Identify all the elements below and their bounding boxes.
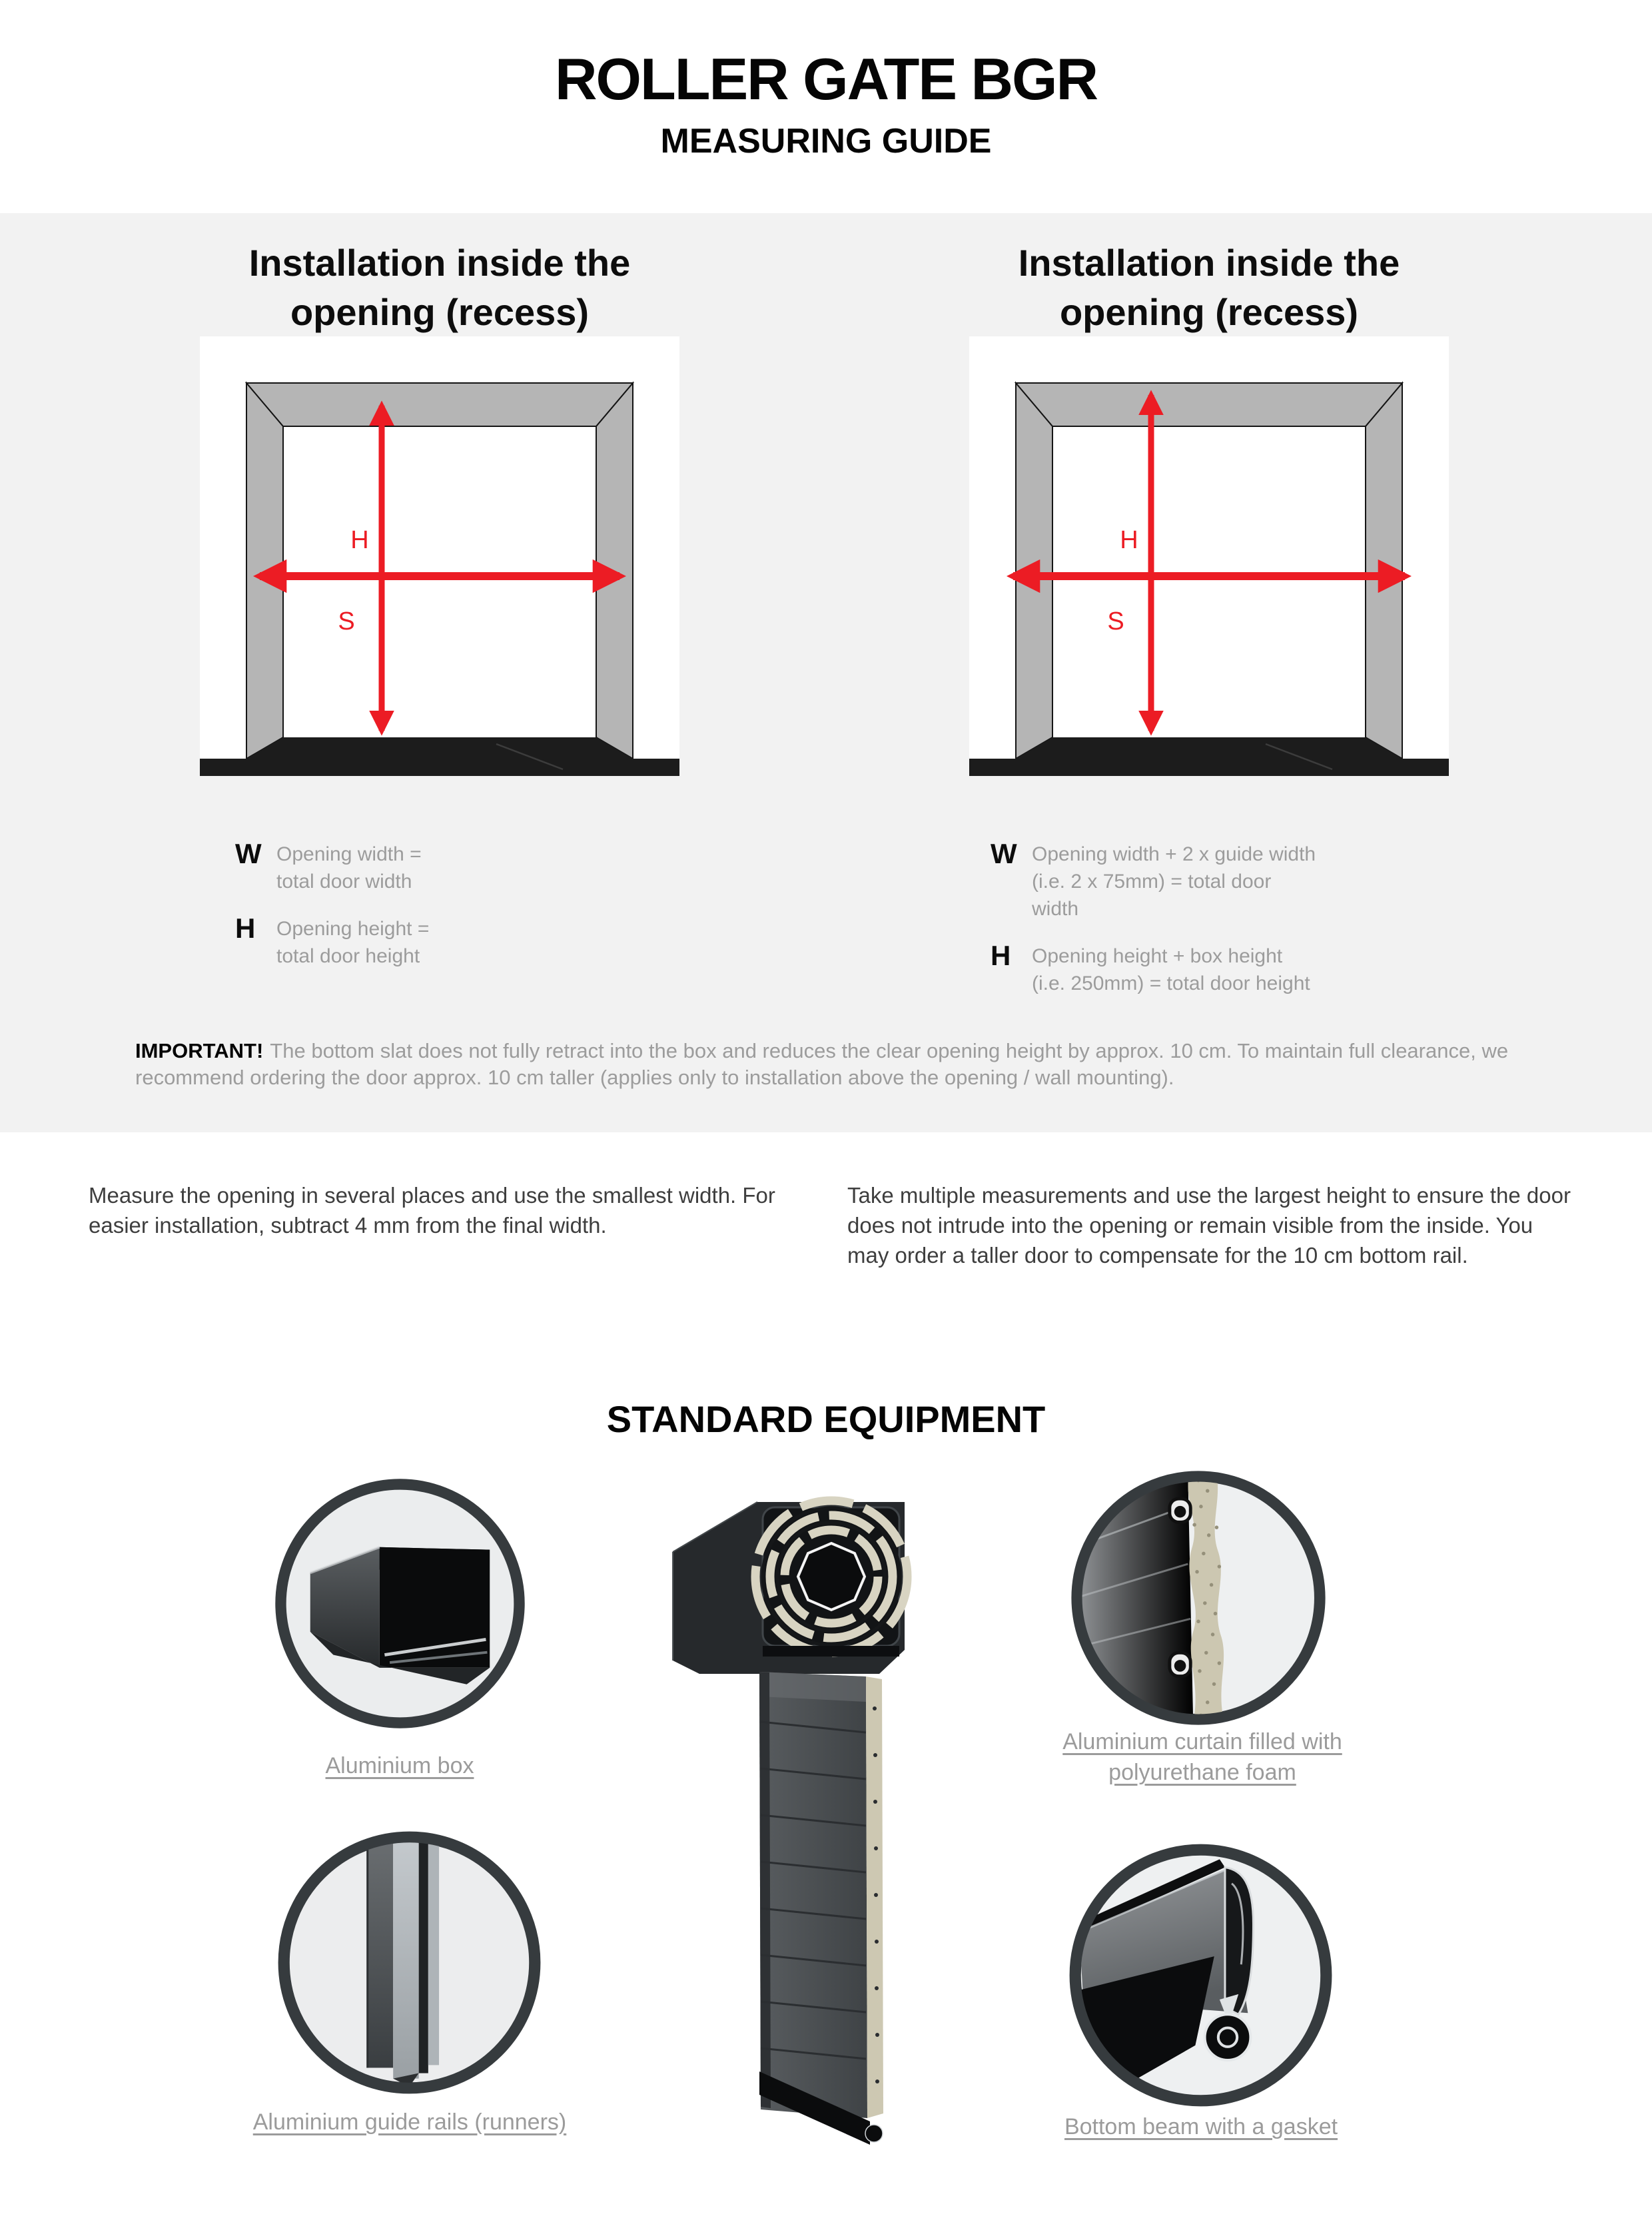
- important-text: The bottom slat does not fully retract into the box and reduces the clear opening height by approx. 10 cm. To maintain full clearance, we recommend ordering the door approx. 10 cm taller (applies only to installation above the opening / wall mounting).: [135, 1039, 1509, 1089]
- note-height-measuring: Take multiple measurements and use the largest height to ensure the door does not intrude into the opening or remain visible from the inside. You may order a taller door to compensate for the 10 cm bottom rail.: [847, 1183, 1571, 1268]
- aluminium-box-icon: [272, 1475, 528, 1732]
- legend-symbol-w: W: [991, 838, 1017, 869]
- width-label: S: [1107, 607, 1124, 635]
- aluminium-box-image: [272, 1475, 528, 1732]
- legend-text-height: Opening height + box height (i.e. 250mm) = total door height: [1032, 945, 1310, 994]
- page-subtitle: MEASURING GUIDE: [660, 122, 992, 161]
- octagonal-shaft: [798, 1543, 865, 1610]
- door-frame-header: [246, 383, 633, 426]
- door-opening-drawing: [969, 336, 1449, 776]
- caption-aluminium-curtain: Aluminium curtain filled with polyurethane foam: [1062, 1729, 1342, 1785]
- legend-text-width: Opening width + 2 x guide width (i.e. 2 x 75mm) = total door width: [1032, 843, 1316, 920]
- important-note: [135, 1038, 1527, 1091]
- important-label: IMPORTANT!: [135, 1039, 264, 1062]
- aluminium-curtain-image: [1068, 1467, 1329, 1728]
- opening-diagram-right: [969, 336, 1449, 776]
- height-label: H: [1120, 526, 1138, 554]
- floor-strip: [969, 759, 1449, 776]
- floor: [246, 737, 633, 759]
- legend-right: [991, 838, 1324, 997]
- legend-row-width: [991, 838, 1324, 923]
- legend-text-height: Opening height = total door height: [276, 918, 430, 967]
- legend-symbol-h: H: [235, 913, 256, 944]
- height-label: H: [350, 526, 369, 554]
- heading-line: Installation inside the: [248, 242, 631, 284]
- guide-rails-image: [274, 1828, 544, 2097]
- door-frame-right-jamb: [596, 383, 633, 759]
- aluminium-curtain-icon: [1068, 1467, 1329, 1728]
- legend-row-height: [235, 915, 488, 970]
- heading-line: Installation inside the: [1018, 242, 1400, 284]
- column-heading-right: [963, 238, 1455, 337]
- door-frame-right-jamb: [1366, 383, 1402, 759]
- foam-edge: [866, 1677, 883, 2118]
- page-title: ROLLER GATE BGR: [554, 46, 1098, 112]
- legend-text-width: Opening width = total door width: [276, 843, 422, 893]
- floor: [1016, 737, 1402, 759]
- door-opening-drawing: [200, 336, 679, 776]
- hanging-curtain: [759, 1672, 883, 2118]
- legend-left: [235, 838, 488, 970]
- note-width-measuring: Measure the opening in several places and use the smallest width. For easier installation, subtract 4 mm from the final width.: [89, 1183, 775, 1238]
- legend-symbol-w: W: [235, 838, 262, 869]
- legend-row-width: [235, 838, 488, 895]
- bottom-beam-icon: [1066, 1840, 1336, 2110]
- door-frame-left-jamb: [246, 383, 283, 759]
- opening-diagram-left: [200, 336, 679, 776]
- door-frame-header: [1016, 383, 1402, 426]
- caption-bottom-beam: Bottom beam with a gasket: [1064, 2114, 1338, 2139]
- equipment-heading: STANDARD EQUIPMENT: [606, 1398, 1046, 1440]
- bottom-beam-image: [1066, 1840, 1336, 2110]
- legend-symbol-h: H: [991, 940, 1011, 971]
- heading-line: opening (recess): [1059, 291, 1359, 333]
- width-label: S: [338, 607, 355, 635]
- roller-gate-cutaway-image: [659, 1482, 1032, 2168]
- floor-strip: [200, 759, 679, 776]
- door-frame-left-jamb: [1016, 383, 1052, 759]
- legend-row-height: [991, 942, 1324, 997]
- caption-aluminium-box: Aluminium box: [325, 1753, 474, 1778]
- roller-gate-cutaway-drawing: [659, 1482, 1032, 2168]
- heading-line: opening (recess): [290, 291, 590, 333]
- guide-rails-icon: [274, 1828, 544, 2097]
- column-heading-left: [193, 238, 686, 337]
- caption-guide-rails: Aluminium guide rails (runners): [252, 2109, 567, 2135]
